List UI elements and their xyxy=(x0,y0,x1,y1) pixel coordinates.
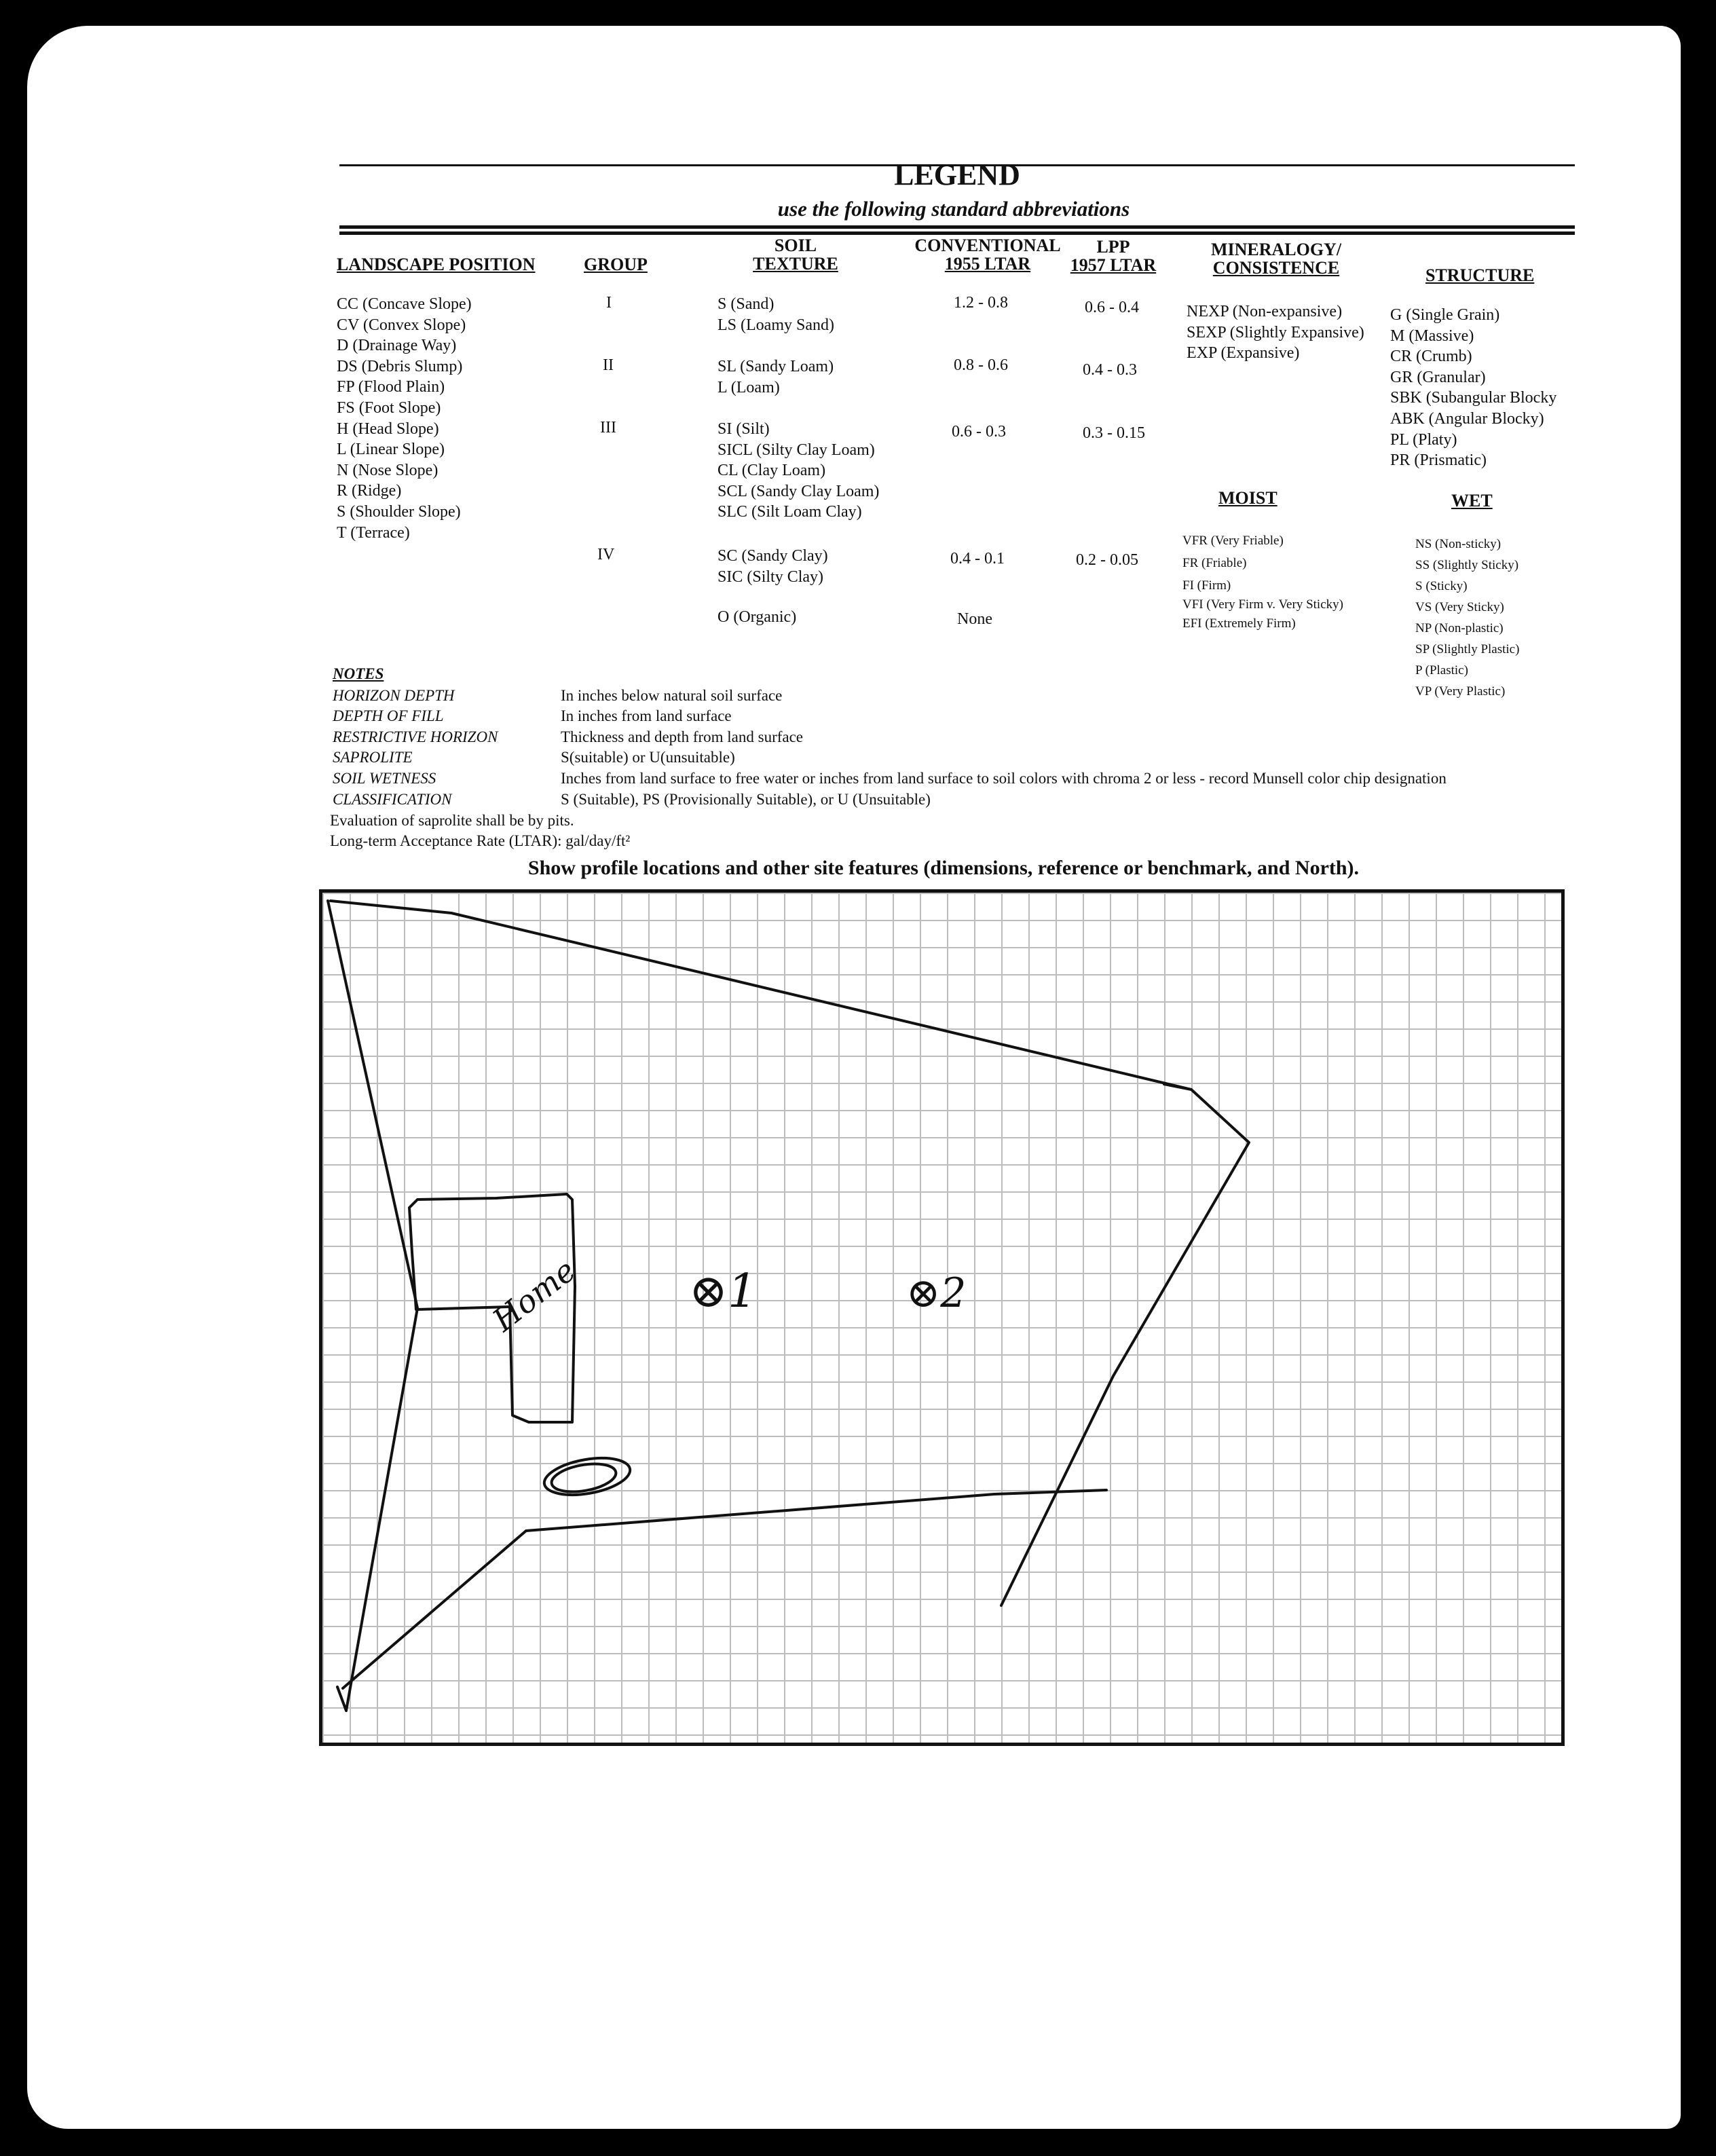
list-item: DS (Debris Slump) xyxy=(337,357,463,375)
sketch-instruction: Show profile locations and other site features (dimensions, reference or benchmark, and North). xyxy=(527,857,1360,879)
list-item: VS (Very Sticky) xyxy=(1415,600,1504,614)
home-label: Home xyxy=(485,1252,582,1339)
legend-title: LEGEND xyxy=(894,158,1020,191)
notes-saprolite-line: Evaluation of saprolite shall be by pits. xyxy=(330,812,574,829)
conv-value-4: 0.4 - 0.1 xyxy=(950,550,1005,568)
list-item: L (Linear Slope) xyxy=(337,441,445,459)
header-soil xyxy=(714,236,877,273)
list-item: H (Head Slope) xyxy=(337,420,439,438)
header-lpp-line1: LPP xyxy=(1096,237,1130,257)
note-value: S(suitable) or U(unsuitable) xyxy=(561,749,735,766)
list-item: NP (Non-plastic) xyxy=(1415,621,1504,635)
list-item: M (Massive) xyxy=(1390,327,1474,345)
list-item: CC (Concave Slope) xyxy=(337,295,472,313)
header-conventional-line2: 1955 LTAR xyxy=(944,254,1031,274)
group-4: IV xyxy=(597,546,615,563)
list-item: CV (Convex Slope) xyxy=(337,316,466,334)
structure-list xyxy=(1390,305,1556,471)
list-item: L (Loam) xyxy=(717,378,780,396)
lpp-value-2: 0.4 - 0.3 xyxy=(1083,361,1137,379)
header-soil-line1: SOIL xyxy=(774,236,817,255)
conv-value-2: 0.8 - 0.6 xyxy=(954,356,1008,374)
list-item: VFR (Very Friable) xyxy=(1182,534,1284,548)
list-item: SCL (Sandy Clay Loam) xyxy=(717,482,880,500)
header-conventional-line1: CONVENTIONAL xyxy=(914,236,1061,255)
list-item: ABK (Angular Blocky) xyxy=(1390,409,1544,428)
lpp-value-3: 0.3 - 0.15 xyxy=(1083,424,1145,442)
texture-group-1 xyxy=(717,294,834,335)
legend-double-rule-1 xyxy=(339,225,1575,229)
note-key: CLASSIFICATION xyxy=(333,791,452,808)
wet-list xyxy=(1415,534,1519,702)
list-item: GR (Granular) xyxy=(1390,368,1486,386)
moist-list xyxy=(1182,529,1343,635)
header-conventional xyxy=(910,236,1066,273)
list-item: LS (Loamy Sand) xyxy=(717,316,834,334)
header-lpp-line2: 1957 LTAR xyxy=(1070,255,1157,275)
header-group: GROUP xyxy=(584,255,648,274)
site-sketch-drawing xyxy=(322,893,1561,1743)
lot-boundary-right xyxy=(1001,1090,1249,1605)
list-item: PL (Platy) xyxy=(1390,430,1457,449)
header-mineralogy-line1: MINERALOGY/ xyxy=(1210,240,1342,259)
list-item: SP (Slightly Plastic) xyxy=(1415,642,1520,656)
conv-value-5: None xyxy=(957,610,992,628)
texture-group-3 xyxy=(717,419,879,523)
header-soil-line2: TEXTURE xyxy=(753,254,838,274)
profile-marker-2: ⊗2 xyxy=(906,1269,967,1317)
header-mineralogy-line2: CONSISTENCE xyxy=(1212,258,1340,278)
list-item: S (Shoulder Slope) xyxy=(337,502,461,521)
note-key: SAPROLITE xyxy=(333,749,413,766)
conv-value-3: 0.6 - 0.3 xyxy=(952,423,1006,441)
list-item: N (Nose Slope) xyxy=(337,461,439,479)
header-mineralogy xyxy=(1195,240,1358,277)
list-item: VP (Very Plastic) xyxy=(1415,684,1506,699)
lpp-value-1: 0.6 - 0.4 xyxy=(1085,299,1139,316)
header-structure: STRUCTURE xyxy=(1425,265,1535,285)
list-item: R (Ridge) xyxy=(337,482,402,500)
list-item: G (Single Grain) xyxy=(1390,306,1500,324)
group-2: II xyxy=(603,356,614,374)
texture-group-4 xyxy=(717,546,828,587)
list-item: SS (Slightly Sticky) xyxy=(1415,558,1519,572)
mineralogy-list xyxy=(1187,301,1364,364)
notes-heading: NOTES xyxy=(333,665,384,682)
note-key: SOIL WETNESS xyxy=(333,770,436,787)
list-item: FP (Flood Plain) xyxy=(337,378,445,396)
list-item: CL (Clay Loam) xyxy=(717,462,826,480)
lot-boundary-left xyxy=(328,901,417,1711)
list-item: NS (Non-sticky) xyxy=(1415,537,1502,551)
list-item: SICL (Silty Clay Loam) xyxy=(717,441,875,459)
list-item: P (Plastic) xyxy=(1415,663,1468,677)
note-value: S (Suitable), PS (Provisionally Suitable), or U (Unsuitable) xyxy=(561,791,931,808)
header-wet: WET xyxy=(1451,491,1493,510)
legend-double-rule-2 xyxy=(339,231,1575,235)
texture-group-2 xyxy=(717,356,834,398)
conv-value-1: 1.2 - 0.8 xyxy=(954,294,1008,312)
list-item: FI (Firm) xyxy=(1182,578,1231,593)
list-item: T (Terrace) xyxy=(337,523,410,542)
note-value: In inches from land surface xyxy=(561,707,732,724)
list-item: SBK (Subangular Blocky xyxy=(1390,389,1557,407)
list-item: SIC (Silty Clay) xyxy=(717,568,824,586)
list-item: PR (Prismatic) xyxy=(1390,451,1487,470)
feature-circle-inner xyxy=(549,1460,618,1496)
note-value: Thickness and depth from land surface xyxy=(561,728,804,745)
list-item: NEXP (Non-expansive) xyxy=(1187,303,1343,320)
note-key: RESTRICTIVE HORIZON xyxy=(333,728,498,745)
lot-boundary-top xyxy=(331,901,1191,1090)
note-key: HORIZON DEPTH xyxy=(333,687,455,704)
landscape-list xyxy=(337,294,472,543)
note-key: DEPTH OF FILL xyxy=(333,707,444,724)
legend-subtitle: use the following standard abbreviations xyxy=(777,197,1130,221)
profile-marker-1: ⊗1 xyxy=(689,1265,758,1318)
list-item: CR (Crumb) xyxy=(1390,348,1472,366)
list-item: SEXP (Slightly Expansive) xyxy=(1187,323,1364,341)
site-sketch-grid xyxy=(319,889,1565,1746)
group-3: III xyxy=(600,419,616,436)
list-item: SC (Sandy Clay) xyxy=(717,547,828,565)
lpp-value-4: 0.2 - 0.05 xyxy=(1076,551,1138,569)
header-moist: MOIST xyxy=(1218,488,1277,508)
list-item: FS (Foot Slope) xyxy=(337,398,441,417)
list-item: EXP (Expansive) xyxy=(1187,344,1300,363)
list-item: SLC (Silt Loam Clay) xyxy=(717,503,862,521)
texture-organic: O (Organic) xyxy=(717,608,797,626)
list-item: SL (Sandy Loam) xyxy=(717,358,834,375)
lot-boundary-bottom xyxy=(343,1490,1106,1688)
note-value: Inches from land surface to free water or inches from land surface to soil colors with chroma 2 or less - record Munsell color chip designation xyxy=(561,770,1447,787)
header-lpp xyxy=(1066,238,1161,274)
list-item: FR (Friable) xyxy=(1182,556,1247,570)
list-item: VFI (Very Firm v. Very Sticky) xyxy=(1182,597,1343,612)
group-1: I xyxy=(606,294,612,312)
list-item: S (Sand) xyxy=(717,295,775,313)
list-item: SI (Silt) xyxy=(717,420,770,438)
header-landscape: LANDSCAPE POSITION xyxy=(337,255,536,274)
list-item: EFI (Extremely Firm) xyxy=(1182,616,1296,631)
notes-ltar-line: Long-term Acceptance Rate (LTAR): gal/day/ft² xyxy=(330,832,631,849)
list-item: S (Sticky) xyxy=(1415,579,1468,593)
list-item: D (Drainage Way) xyxy=(337,337,457,355)
note-value: In inches below natural soil surface xyxy=(561,687,783,704)
